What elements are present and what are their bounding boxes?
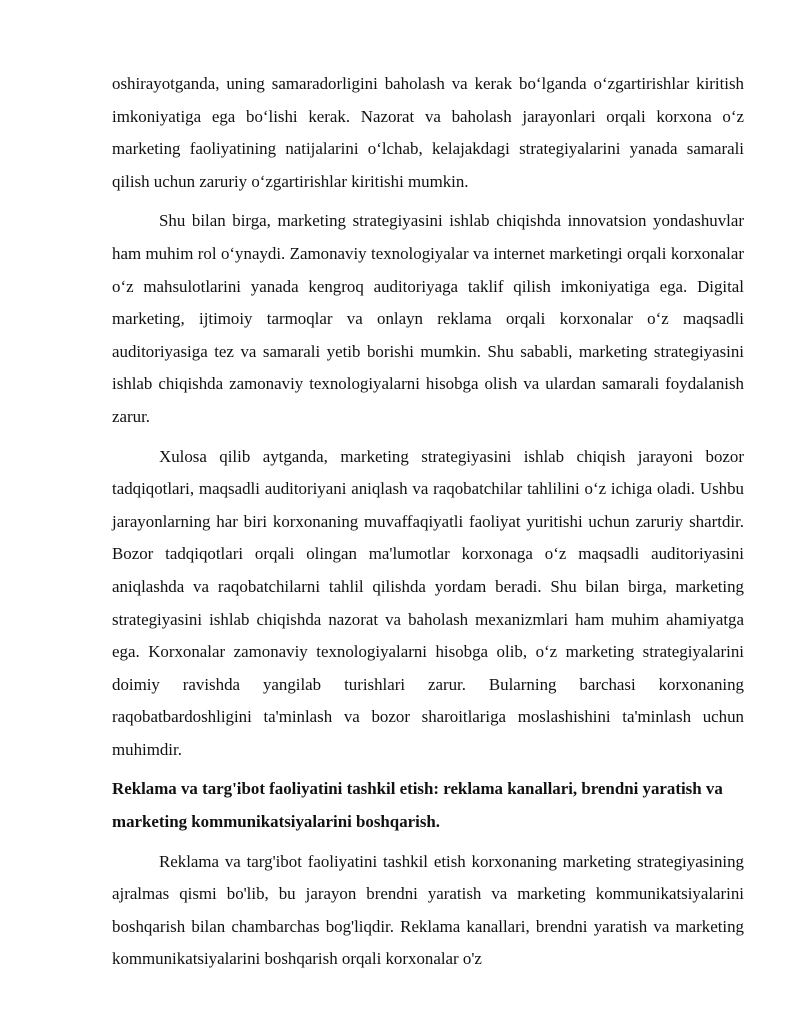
document-page bbox=[112, 68, 744, 976]
paragraph-conclusion: Xulosa qilib aytganda, marketing strategiyasini ishlab chiqish jarayoni bozor tadqiqotlari, maqsadli auditoriyani aniqlash va raqobatchilar tahlilini o‘z ichiga oladi. Ushbu jarayonlarning har biri korxonaning muvaffaqiyatli faoliyat yuritishi uchun zaruriy shartdir. Bozor tadqiqotlari orqali olingan ma'lumotlar korxonaga o‘z maqsadli auditoriyasini aniqlashda va raqobatchilarni tahlil qilishda yordam beradi. Shu bilan birga, marketing strategiyasini ishlab chiqishda nazorat va baholash mexanizmlari ham muhim ahamiyatga ega. Korxonalar zamonaviy texnologiyalarni hisobga olib, o‘z marketing strategiyalarini doimiy ravishda yangilab turishlari zarur. Bularning barchasi korxonaning raqobatbardoshligini ta'minlash va bozor sharoitlariga moslashishini ta'minlash uchun muhimdir. bbox=[112, 446, 744, 759]
paragraph-innovation: Shu bilan birga, marketing strategiyasini ishlab chiqishda innovatsion yondashuvlar ham muhim rol o‘ynaydi. Zamonaviy texnologiyalar va internet marketingi orqali korxonalar o‘z mahsulotlarini yanada kengroq auditoriyaga taklif qilish imkoniyatiga ega. Digital marketing, ijtimoiy tarmoqlar va onlayn reklama orqali korxonalar o‘z maqsadli auditoriyasiga tez va samarali yetib borishi mumkin. Shu sababli, marketing strategiyasini ishlab chiqishda zamonaviy texnologiyalarni hisobga olish va ulardan samarali foydalanish zarur. bbox=[112, 211, 744, 426]
paragraph-advertising: Reklama va targ'ibot faoliyatini tashkil etish korxonaning marketing strategiyasining ajralmas qismi bo'lib, bu jarayon brendni yaratish va marketing kommunikatsiyalarini boshqarish bilan chambarchas bog'liqdir. Reklama kanallari, brendni yaratish va marketing kommunikatsiyalarini boshqarish orqali korxonalar o'z bbox=[112, 851, 744, 969]
section-heading: Reklama va targ'ibot faoliyatini tashkil etish: reklama kanallari, brendni yaratish va marketing kommunikatsiyalarini boshqarish. bbox=[112, 779, 723, 832]
paragraph-continuation: oshirayotganda, uning samaradorligini baholash va kerak bo‘lganda o‘zgartirishlar kiritish imkoniyatiga ega bo‘lishi kerak. Nazorat va baholash jarayonlari orqali korxona o‘z marketing faoliyatining natijalarini o‘lchab, kelajakdagi strategiyalarini yanada samarali qilish uchun zaruriy o‘zgartirishlar kiritishi mumkin. bbox=[112, 74, 744, 191]
